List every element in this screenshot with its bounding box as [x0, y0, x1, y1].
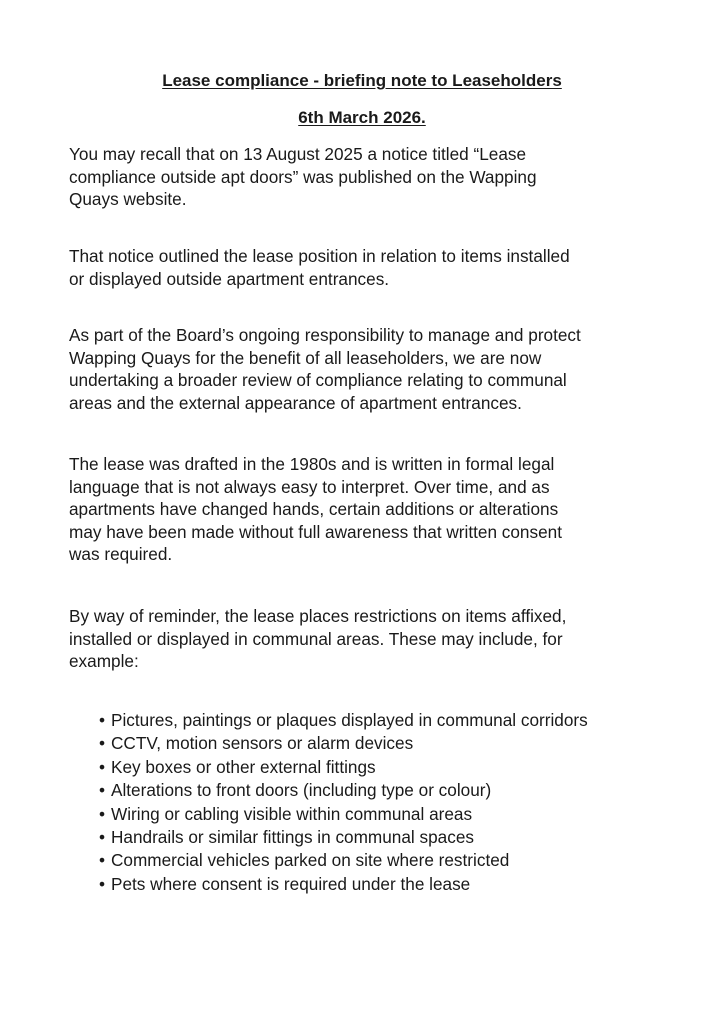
paragraph-line: undertaking a broader review of compliance relating to communal — [69, 370, 567, 390]
list-item: • Key boxes or other external fittings — [99, 756, 588, 779]
paragraph-line: You may recall that on 13 August 2025 a notice titled “Lease — [69, 144, 527, 164]
list-item: • CCTV, motion sensors or alarm devices — [99, 732, 588, 755]
paragraph-recall-notice — [69, 143, 669, 211]
paragraph-line: was required. — [69, 544, 173, 564]
list-item: • Commercial vehicles parked on site where restricted — [99, 849, 588, 872]
restricted-items-list — [99, 709, 588, 896]
list-item: • Alterations to front doors (including type or colour) — [99, 779, 588, 802]
paragraph-line: installed or displayed in communal areas. These may include, for — [69, 628, 563, 649]
paragraph-line: That notice outlined the lease position in relation to items installed — [69, 246, 570, 266]
paragraph-line: As part of the Board’s ongoing responsibility to manage and protect — [69, 325, 581, 345]
paragraph-board-review — [69, 324, 669, 414]
paragraph-line: may have been made without full awareness that written consent — [69, 521, 562, 542]
paragraph-reminder — [69, 605, 669, 673]
list-item: • Wiring or cabling visible within communal areas — [99, 803, 588, 826]
paragraph-line: apartments have changed hands, certain additions or alterations — [69, 499, 559, 519]
list-item: • Handrails or similar fittings in communal spaces — [99, 826, 588, 849]
list-item: • Pets where consent is required under the lease — [99, 873, 588, 896]
paragraph-line: or displayed outside apartment entrances. — [69, 268, 390, 289]
paragraph-notice-outline — [69, 245, 669, 290]
document-date: 6th March 2026. — [298, 108, 426, 127]
paragraph-line: Quays website. — [69, 189, 187, 209]
document-title: Lease compliance - briefing note to Leaseholders — [162, 71, 562, 90]
paragraph-lease-history — [69, 453, 669, 566]
paragraph-line: Wapping Quays for the benefit of all leaseholders, we are now — [69, 347, 542, 368]
paragraph-line: By way of reminder, the lease places restrictions on items affixed, — [69, 606, 567, 626]
paragraph-line: compliance outside apt doors” was published on the Wapping — [69, 166, 537, 187]
list-item: • Pictures, paintings or plaques displayed in communal corridors — [99, 709, 588, 732]
paragraph-line: example: — [69, 651, 139, 671]
paragraph-line: The lease was drafted in the 1980s and is written in formal legal — [69, 454, 555, 474]
paragraph-line: areas and the external appearance of apartment entrances. — [69, 392, 522, 413]
paragraph-line: language that is not always easy to interpret. Over time, and as — [69, 476, 550, 497]
